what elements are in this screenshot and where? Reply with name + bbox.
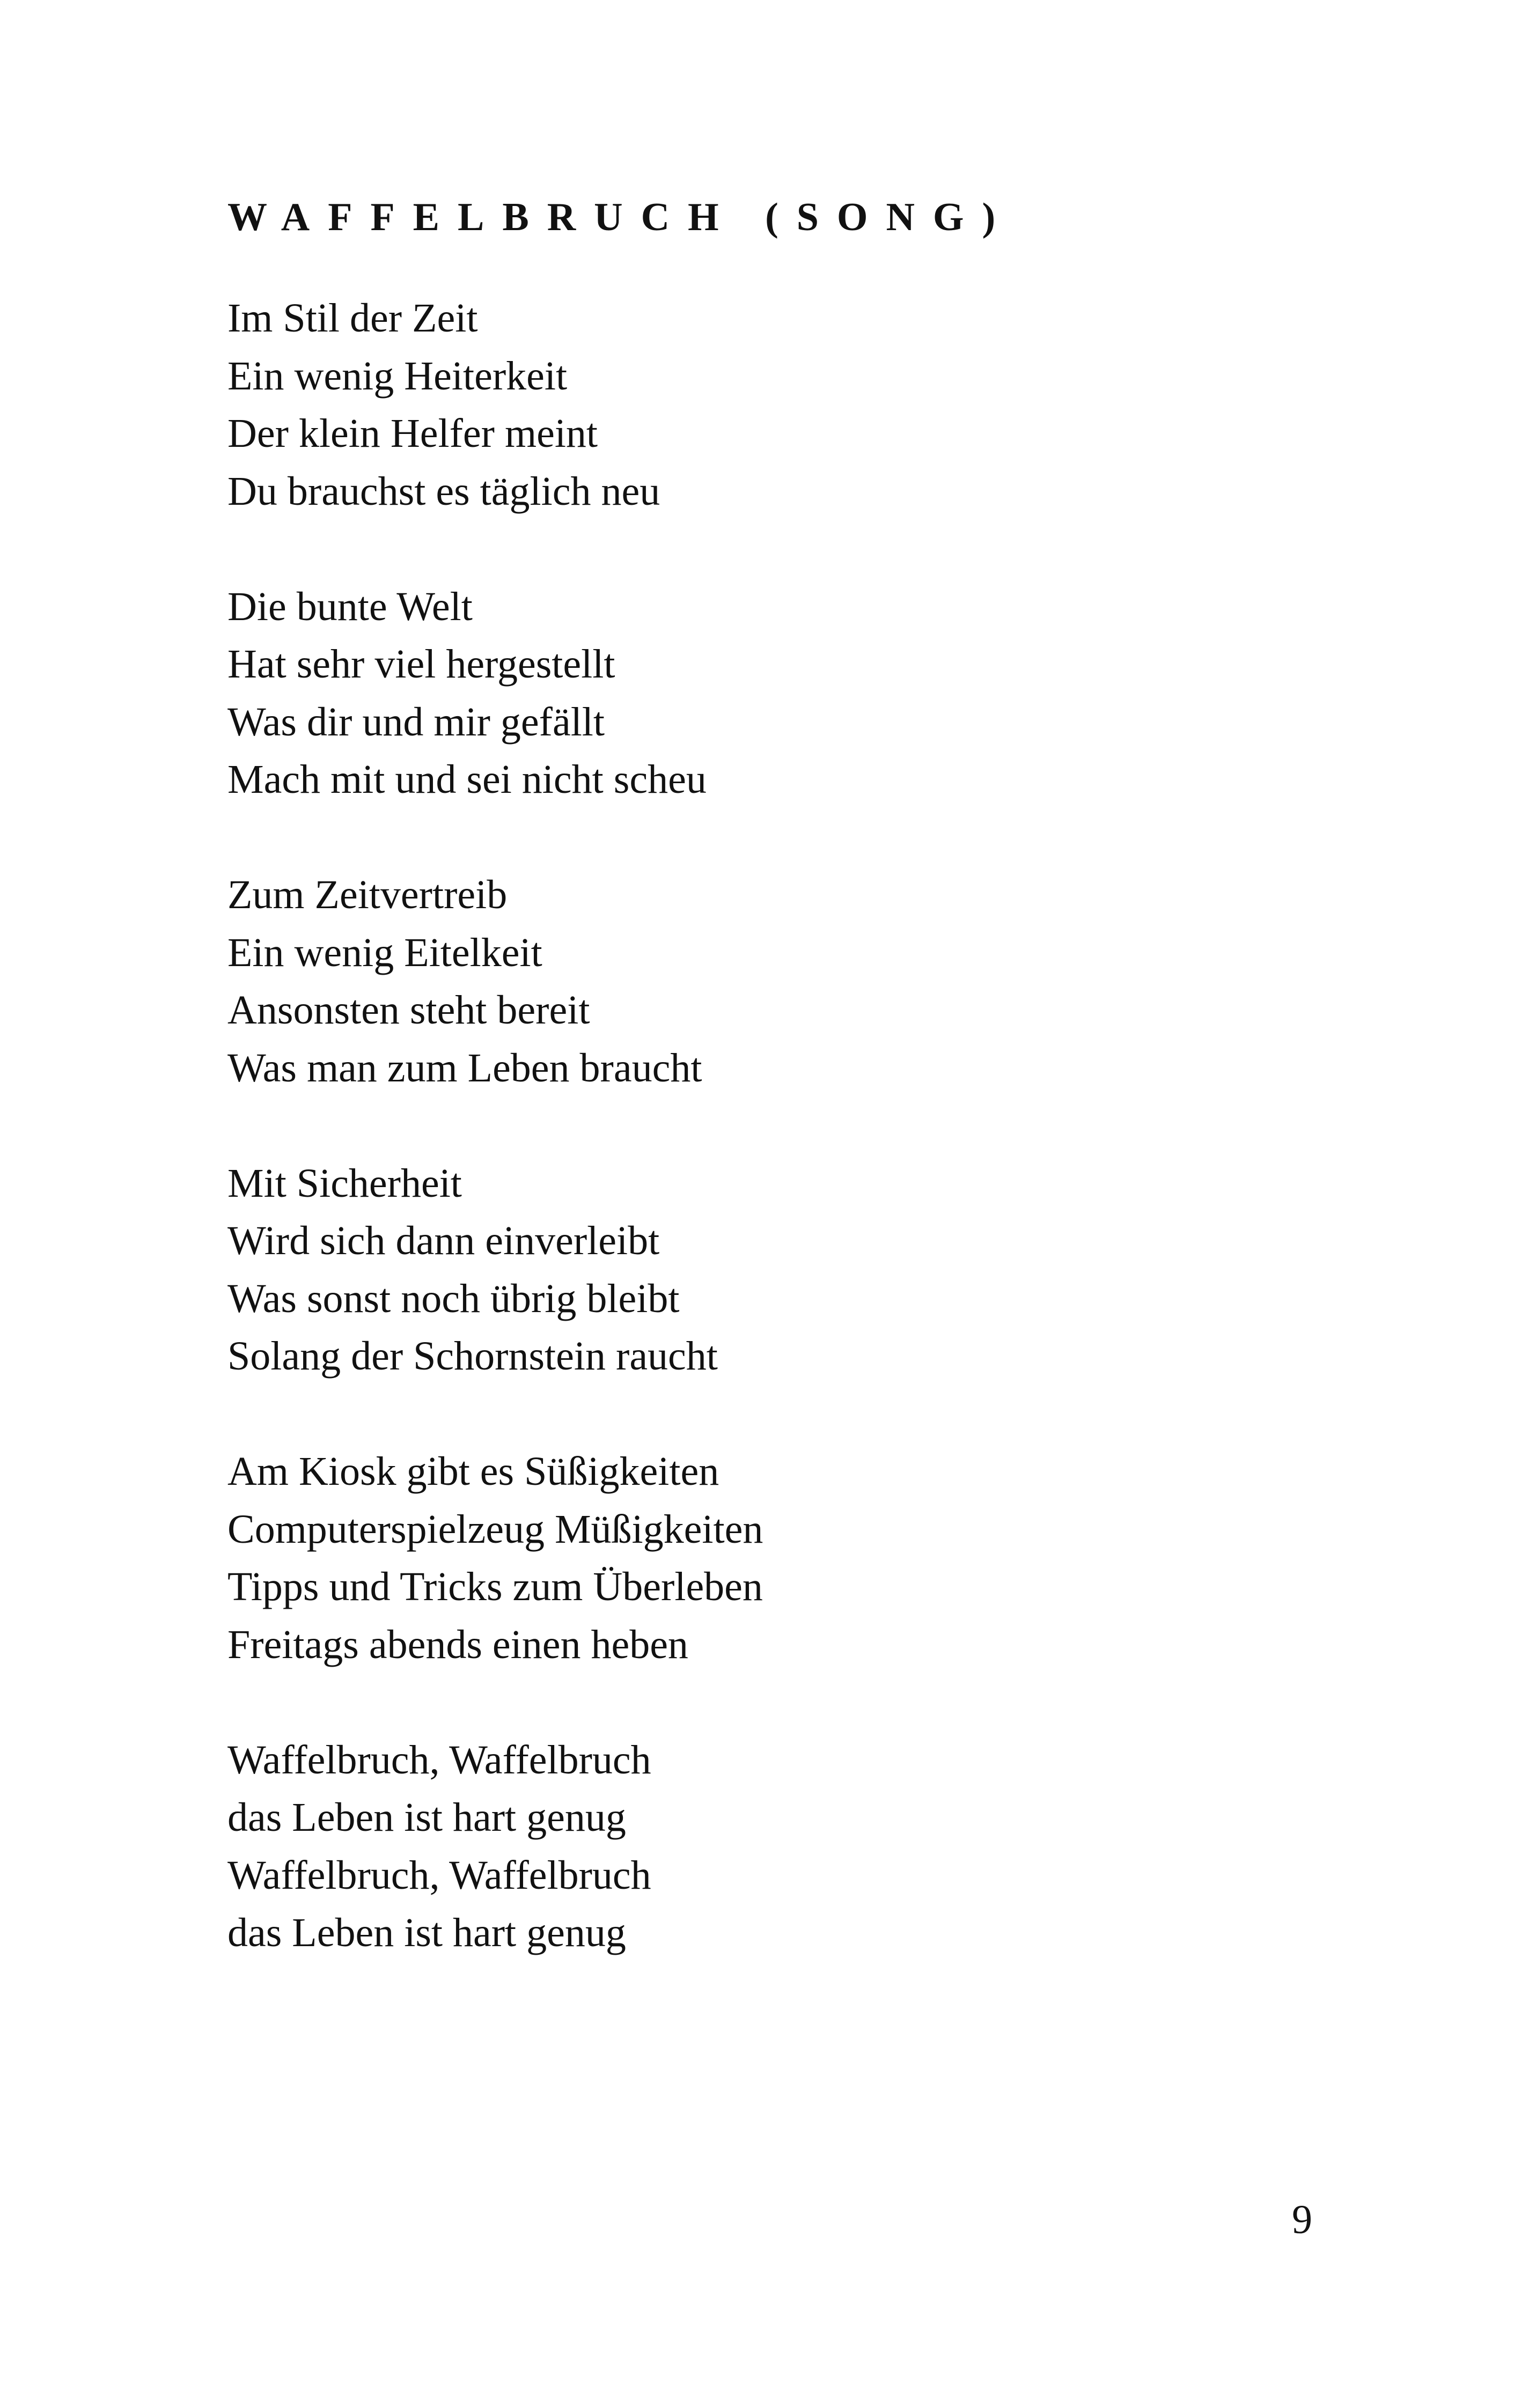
- poem-line: Im Stil der Zeit: [227, 296, 478, 341]
- poem-line: Solang der Schornstein raucht: [227, 1334, 718, 1379]
- poem-line: Was man zum Leben braucht: [227, 1045, 702, 1091]
- poem-line: Waffelbruch, Waffelbruch: [227, 1737, 651, 1783]
- poem-line: Computerspielzeug Müßigkeiten: [227, 1506, 763, 1552]
- poem-line: Zum Zeitvertreib: [227, 872, 508, 917]
- poem-line: Was sonst noch übrig bleibt: [227, 1276, 680, 1321]
- poem-line: Mit Sicherheit: [227, 1160, 462, 1206]
- poem-line: Ein wenig Eitelkeit: [227, 930, 542, 975]
- stanza-2: [227, 578, 763, 809]
- poem-line: Freitags abends einen heben: [227, 1622, 688, 1667]
- poem-line: Waffelbruch, Waffelbruch: [227, 1852, 651, 1898]
- poem-line: Hat sehr viel hergestellt: [227, 642, 615, 687]
- poem-line: Tipps und Tricks zum Überleben: [227, 1564, 763, 1609]
- stanza-3: [227, 866, 763, 1097]
- poem-line: Der klein Helfer meint: [227, 411, 598, 456]
- poem-line: Du brauchst es täglich neu: [227, 468, 660, 514]
- poem-line: Ein wenig Heiterkeit: [227, 353, 568, 399]
- poem-line: Wird sich dann einverleibt: [227, 1218, 660, 1263]
- poem-line: das Leben ist hart genug: [227, 1910, 626, 1955]
- stanza-1: [227, 290, 763, 520]
- poem-line: Am Kiosk gibt es Süßigkeiten: [227, 1449, 719, 1494]
- stanza-5: [227, 1443, 763, 1674]
- poem-line: Was dir und mir gefällt: [227, 699, 605, 745]
- poem-title: WAFFELBRUCH (SONG): [227, 195, 1014, 239]
- poem-body: [227, 290, 763, 2020]
- poem-line: Die bunte Welt: [227, 584, 473, 629]
- stanza-6: [227, 1732, 763, 1962]
- poem-line: das Leben ist hart genug: [227, 1795, 626, 1840]
- page-number: 9: [1292, 2197, 1312, 2242]
- stanza-4: [227, 1155, 763, 1386]
- poem-line: Mach mit und sei nicht scheu: [227, 757, 707, 802]
- poem-line: Ansonsten steht bereit: [227, 988, 590, 1033]
